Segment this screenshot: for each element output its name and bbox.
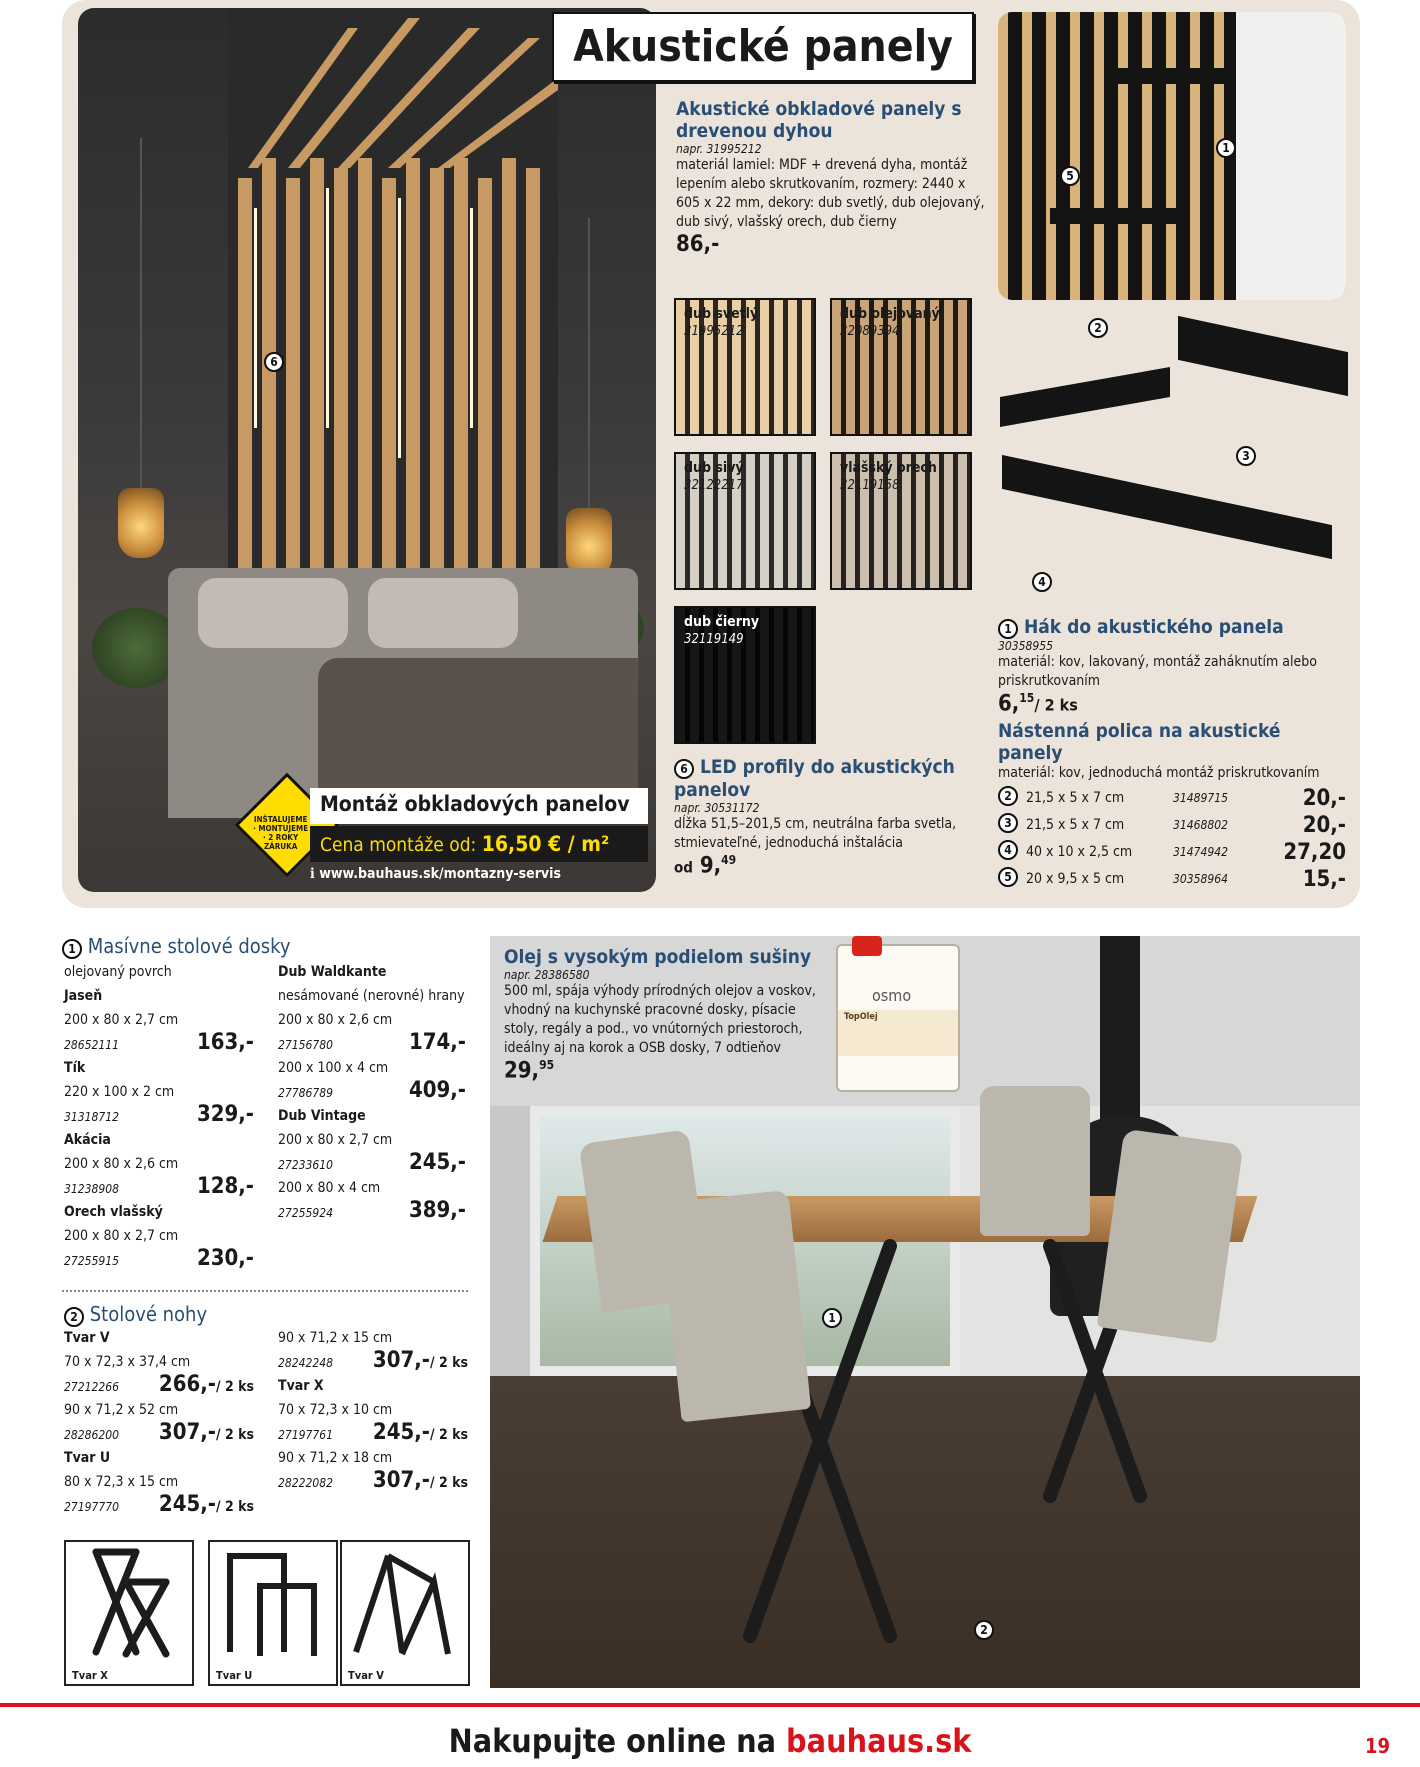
swatch-code: 32122217 xyxy=(684,478,744,493)
leg-code: 27212266 xyxy=(64,1380,119,1394)
desk-price-row xyxy=(64,1176,254,1200)
desk-name: Dub Vintage xyxy=(278,1108,366,1124)
desk-price-row xyxy=(278,1152,466,1176)
leg-code: 28286200 xyxy=(64,1428,119,1442)
chair xyxy=(980,1086,1090,1236)
leg-price-value: 307,- xyxy=(158,1420,216,1445)
page-number: 19 xyxy=(1364,1734,1390,1758)
blanket xyxy=(318,658,638,798)
legs-title-text: Stolové nohy xyxy=(89,1302,208,1326)
desk-name: Akácia xyxy=(64,1132,111,1148)
pendant-lamp-left xyxy=(118,488,164,558)
desk-name: Orech vlašský xyxy=(64,1204,163,1220)
oil-title: Olej s vysokým podielom sušiny xyxy=(504,946,812,968)
installation-url[interactable]: www.bauhaus.sk/montazny-servis xyxy=(319,866,561,882)
shelf-dims: 21,5 x 5 x 7 cm xyxy=(1026,790,1125,806)
shelf-lower xyxy=(1050,208,1180,224)
installation-price xyxy=(310,826,648,862)
legs-title xyxy=(64,1302,207,1327)
leg-code: 28242248 xyxy=(278,1356,333,1370)
desk-price: 230,- xyxy=(196,1246,254,1271)
leg-v-shape-icon xyxy=(342,1542,468,1662)
desk-name: Jaseň xyxy=(64,988,103,1004)
shelf-price: 27,20 xyxy=(1283,840,1346,865)
desk-code: 31318712 xyxy=(64,1110,119,1124)
price-prefix: od xyxy=(674,858,693,877)
acoustic-panels-product xyxy=(676,98,986,257)
shelf-upper xyxy=(1106,68,1236,84)
leg-code: 28222082 xyxy=(278,1476,333,1490)
desk-price: 409,- xyxy=(408,1078,466,1103)
footer-cta[interactable] xyxy=(0,1722,1420,1760)
desk-dims: 220 x 100 x 2 cm xyxy=(64,1084,175,1100)
leg-thumbnail-x[interactable] xyxy=(64,1540,194,1686)
leg-price-unit: / 2 ks xyxy=(429,1427,468,1443)
desk-price: 245,- xyxy=(408,1150,466,1175)
leg-price-value: 245,- xyxy=(158,1492,216,1517)
dining-room-photo xyxy=(490,936,1360,1688)
desk-price: 329,- xyxy=(196,1102,254,1127)
table-tops-section xyxy=(62,934,472,959)
swatch-label: dub sivý xyxy=(684,460,744,476)
desk-price-row xyxy=(64,1248,254,1272)
desk-subtitle: nesámované (nerovné) hrany xyxy=(278,988,465,1004)
desk-dims: 200 x 100 x 4 cm xyxy=(278,1060,389,1076)
swatch-code: 32119149 xyxy=(684,632,744,647)
page-title: Akustické panely xyxy=(552,12,974,82)
lamp-cord-left xyxy=(140,138,142,488)
desk-price-row xyxy=(278,1200,466,1224)
leg-dims: 80 x 72,3 x 15 cm xyxy=(64,1474,179,1490)
hook-product xyxy=(998,616,1348,783)
footer-divider xyxy=(0,1703,1420,1707)
swatch-label: dub svetlý xyxy=(684,306,759,322)
desk-code: 31238908 xyxy=(64,1182,119,1196)
shelf-code: 31474942 xyxy=(1173,845,1228,859)
leg-dims: 90 x 71,2 x 52 cm xyxy=(64,1402,179,1418)
leg-dims: 70 x 72,3 x 37,4 cm xyxy=(64,1354,191,1370)
installation-link[interactable] xyxy=(310,866,561,882)
installation-badge-text: INŠTALUJEME · MONTUJEME · 2 ROKY ZÁRUKA xyxy=(253,814,309,851)
desks-title-text: Masívne stolové dosky xyxy=(87,934,291,958)
marker-2: 2 xyxy=(974,1620,994,1640)
hook-price xyxy=(998,691,1348,716)
pillow xyxy=(368,578,518,648)
leg-price-row xyxy=(278,1470,468,1494)
leg-price-unit: / 2 ks xyxy=(215,1427,254,1443)
installation-banner xyxy=(250,780,648,884)
hook-sku: 30358955 xyxy=(998,639,1053,653)
swatch-dub-svetly[interactable] xyxy=(674,298,816,436)
leg-price-value: 245,- xyxy=(372,1420,430,1445)
footer-site-link[interactable]: bauhaus.sk xyxy=(786,1722,972,1760)
number-badge: 4 xyxy=(998,840,1018,860)
swatch-dub-sivy[interactable] xyxy=(674,452,816,590)
leg-price-row xyxy=(64,1422,254,1446)
price-main: 9, xyxy=(699,853,722,879)
shelf-row xyxy=(998,840,1346,867)
desk-dims: 200 x 80 x 2,6 cm xyxy=(278,1012,393,1028)
desk-code: 28652111 xyxy=(64,1038,119,1052)
leg-price-row xyxy=(278,1422,468,1446)
leg-dims: 70 x 72,3 x 10 cm xyxy=(278,1402,393,1418)
leg-price-row xyxy=(278,1350,468,1374)
desk-dims: 200 x 80 x 2,6 cm xyxy=(64,1156,179,1172)
desks-right-column xyxy=(278,960,466,1224)
swatch-code: 32089394 xyxy=(840,324,900,339)
desk-code: 27156780 xyxy=(278,1038,333,1052)
installation-price-value: 16,50 € / m² xyxy=(481,832,610,856)
info-icon: ℹ xyxy=(310,866,315,882)
oil-can-image xyxy=(836,944,960,1092)
desk-price: 128,- xyxy=(196,1174,254,1199)
swatch-vlassky-orech[interactable] xyxy=(830,452,972,590)
shelf-row xyxy=(998,813,1346,840)
section-divider xyxy=(62,1290,468,1292)
leg-name: Tvar V xyxy=(64,1330,110,1346)
leg-price xyxy=(373,1468,468,1493)
leg-price-unit: / 2 ks xyxy=(215,1499,254,1515)
price-cents: 95 xyxy=(539,1058,555,1072)
product-title: Akustické obkladové panely s drevenou dyhou xyxy=(676,98,962,142)
leg-caption: Tvar X xyxy=(72,1669,108,1682)
marker-3: 3 xyxy=(1236,446,1256,466)
number-badge: 2 xyxy=(998,786,1018,806)
installation-price-label: Cena montáže od: xyxy=(320,834,477,856)
number-badge: 6 xyxy=(674,759,694,779)
desk-dims: 200 x 80 x 2,7 cm xyxy=(64,1012,179,1028)
leg-price xyxy=(159,1372,254,1397)
marker-1: 1 xyxy=(1216,138,1236,158)
footer-prefix: Nakupujte online na xyxy=(448,1722,787,1760)
shelf-title: Nástenná polica na akustické panely xyxy=(998,720,1281,765)
leg-u-shape-icon xyxy=(210,1542,336,1662)
wood-slats-illustration xyxy=(228,8,558,568)
swatch-code: 32119158 xyxy=(840,478,900,493)
shelf-code: 31489715 xyxy=(1173,791,1228,805)
number-badge: 2 xyxy=(64,1307,84,1327)
desk-name: Tík xyxy=(64,1060,86,1076)
desk-code: 27255915 xyxy=(64,1254,119,1268)
desk-price-row xyxy=(278,1080,466,1104)
desk-price-row xyxy=(64,1032,254,1056)
desks-title xyxy=(62,934,472,959)
desk-code: 27233610 xyxy=(278,1158,333,1172)
shelf-variants xyxy=(998,786,1346,894)
oil-description: 500 ml, spája výhody prírodných olejov a voskov, vhodný na kuchynské pracovné dosky, písacie stoly, regály a pod., vo vnútorných priestoroch, ideálny aj na korok a OSB dosky, 7 odtieňov xyxy=(504,983,816,1056)
lamp-cord-right xyxy=(588,218,590,508)
oil-can-brand: osmo xyxy=(872,986,912,1005)
leg-caption: Tvar V xyxy=(348,1669,384,1682)
leg-price-unit: / 2 ks xyxy=(429,1355,468,1371)
leg-price-row xyxy=(64,1374,254,1398)
shelf-price: 20,- xyxy=(1302,813,1346,838)
pillow xyxy=(198,578,348,648)
product-sku: napr. 31995212 xyxy=(676,142,762,156)
swatch-dub-olejovany[interactable] xyxy=(830,298,972,436)
led-profiles-product xyxy=(674,756,984,878)
marker-2: 2 xyxy=(1088,318,1108,338)
leg-thumbnail-u[interactable] xyxy=(208,1540,338,1686)
leg-caption: Tvar U xyxy=(216,1669,253,1682)
leg-price-value: 307,- xyxy=(372,1348,430,1373)
bedroom-photo xyxy=(78,8,656,892)
price-unit: / 2 ks xyxy=(1034,695,1078,715)
oil-can-name: TopOlej xyxy=(844,1012,878,1022)
leg-price xyxy=(159,1492,254,1517)
price-cents: 15 xyxy=(1019,691,1035,705)
desk-name: Dub Waldkante xyxy=(278,964,387,980)
led-title-text: LED profily do akustických panelov xyxy=(674,756,955,801)
oil-can-lid xyxy=(852,936,882,956)
desk-dims: 200 x 80 x 2,7 cm xyxy=(64,1228,179,1244)
desk-price-row xyxy=(64,1104,254,1128)
led-title xyxy=(674,756,984,801)
photo-background-wall xyxy=(1236,12,1346,300)
hook-title xyxy=(998,616,1348,639)
leg-price-unit: / 2 ks xyxy=(215,1379,254,1395)
desk-price: 174,- xyxy=(408,1030,466,1055)
shelf-code: 31468802 xyxy=(1173,818,1228,832)
shelf-price: 20,- xyxy=(1302,786,1346,811)
leg-price xyxy=(373,1348,468,1373)
led-price xyxy=(674,853,984,878)
shelf-dims: 40 x 10 x 2,5 cm xyxy=(1026,844,1133,860)
leg-code: 27197761 xyxy=(278,1428,333,1442)
desk-price-row xyxy=(278,1032,466,1056)
leg-code: 27197770 xyxy=(64,1500,119,1514)
swatch-label: dub čierny xyxy=(684,614,760,630)
leg-price-value: 266,- xyxy=(158,1372,216,1397)
legs-right-column xyxy=(278,1326,468,1494)
marker-4: 4 xyxy=(1032,572,1052,592)
shelf-price: 15,- xyxy=(1302,867,1346,892)
desk-code: 27255924 xyxy=(278,1206,333,1220)
installation-title: Montáž obkladových panelov xyxy=(310,788,648,824)
number-badge: 3 xyxy=(998,813,1018,833)
desk-dims: 200 x 80 x 2,7 cm xyxy=(278,1132,393,1148)
desks-left-column xyxy=(64,960,254,1272)
leg-price-row xyxy=(64,1494,254,1518)
desks-subtitle: olejovaný povrch xyxy=(64,964,172,980)
swatch-code: 31995212 xyxy=(684,324,744,339)
hook-description: materiál: kov, lakovaný, montáž zaháknutím alebo priskrutkovaním xyxy=(998,654,1317,689)
led-sku: napr. 30531172 xyxy=(674,801,760,815)
number-badge: 5 xyxy=(998,867,1018,887)
leg-name: Tvar X xyxy=(278,1378,324,1394)
leg-dims: 90 x 71,2 x 15 cm xyxy=(278,1330,393,1346)
leg-price-unit: / 2 ks xyxy=(429,1475,468,1491)
price-main: 29, xyxy=(504,1058,540,1084)
led-description: dĺžka 51,5–201,5 cm, neutrálna farba svetla, stmievateľné, jednoduchá inštalácia xyxy=(674,816,957,851)
shelf-row xyxy=(998,786,1346,813)
shelf-row xyxy=(998,867,1346,894)
shelf-dims: 20 x 9,5 x 5 cm xyxy=(1026,871,1125,887)
marker-6: 6 xyxy=(264,352,284,372)
price-cents: 49 xyxy=(721,853,737,867)
shelf-photo xyxy=(998,12,1346,300)
number-badge: 1 xyxy=(62,939,82,959)
hook-title-text: Hák do akustického panela xyxy=(1023,616,1284,638)
leg-price xyxy=(373,1420,468,1445)
legs-left-column xyxy=(64,1326,254,1518)
leg-name: Tvar U xyxy=(64,1450,111,1466)
shelf-dims: 21,5 x 5 x 7 cm xyxy=(1026,817,1125,833)
marker-1: 1 xyxy=(822,1308,842,1328)
leg-price xyxy=(159,1420,254,1445)
price-main: 6, xyxy=(998,691,1020,717)
marker-5: 5 xyxy=(1060,166,1080,186)
leg-dims: 90 x 71,2 x 18 cm xyxy=(278,1450,393,1466)
number-badge: 1 xyxy=(998,619,1018,639)
chair xyxy=(659,1190,811,1422)
swatch-dub-cierny[interactable] xyxy=(674,606,816,744)
leg-price-value: 307,- xyxy=(372,1468,430,1493)
shelf-code: 30358964 xyxy=(1173,872,1228,886)
desk-price: 163,- xyxy=(196,1030,254,1055)
swatch-label: vlašský orech xyxy=(840,460,937,476)
leg-x-shape-icon xyxy=(66,1542,192,1662)
desk-dims: 200 x 80 x 4 cm xyxy=(278,1180,381,1196)
desk-price: 389,- xyxy=(408,1198,466,1223)
oil-sku: napr. 28386580 xyxy=(504,968,590,982)
desk-code: 27786789 xyxy=(278,1086,333,1100)
product-price: 86,- xyxy=(676,232,720,257)
product-description: materiál lamiel: MDF + drevená dyha, montáž lepením alebo skrutkovaním, rozmery: 2440 x 605 x 22 mm, dekory: dub svetlý, dub olejovaný, dub sivý, vlašský orech, dub čierny xyxy=(676,157,985,230)
leg-thumbnail-v[interactable] xyxy=(340,1540,470,1686)
shelf-description: materiál: kov, jednoduchá montáž priskrutkovaním xyxy=(998,765,1320,782)
swatch-label: dub olejovaný xyxy=(840,306,940,322)
